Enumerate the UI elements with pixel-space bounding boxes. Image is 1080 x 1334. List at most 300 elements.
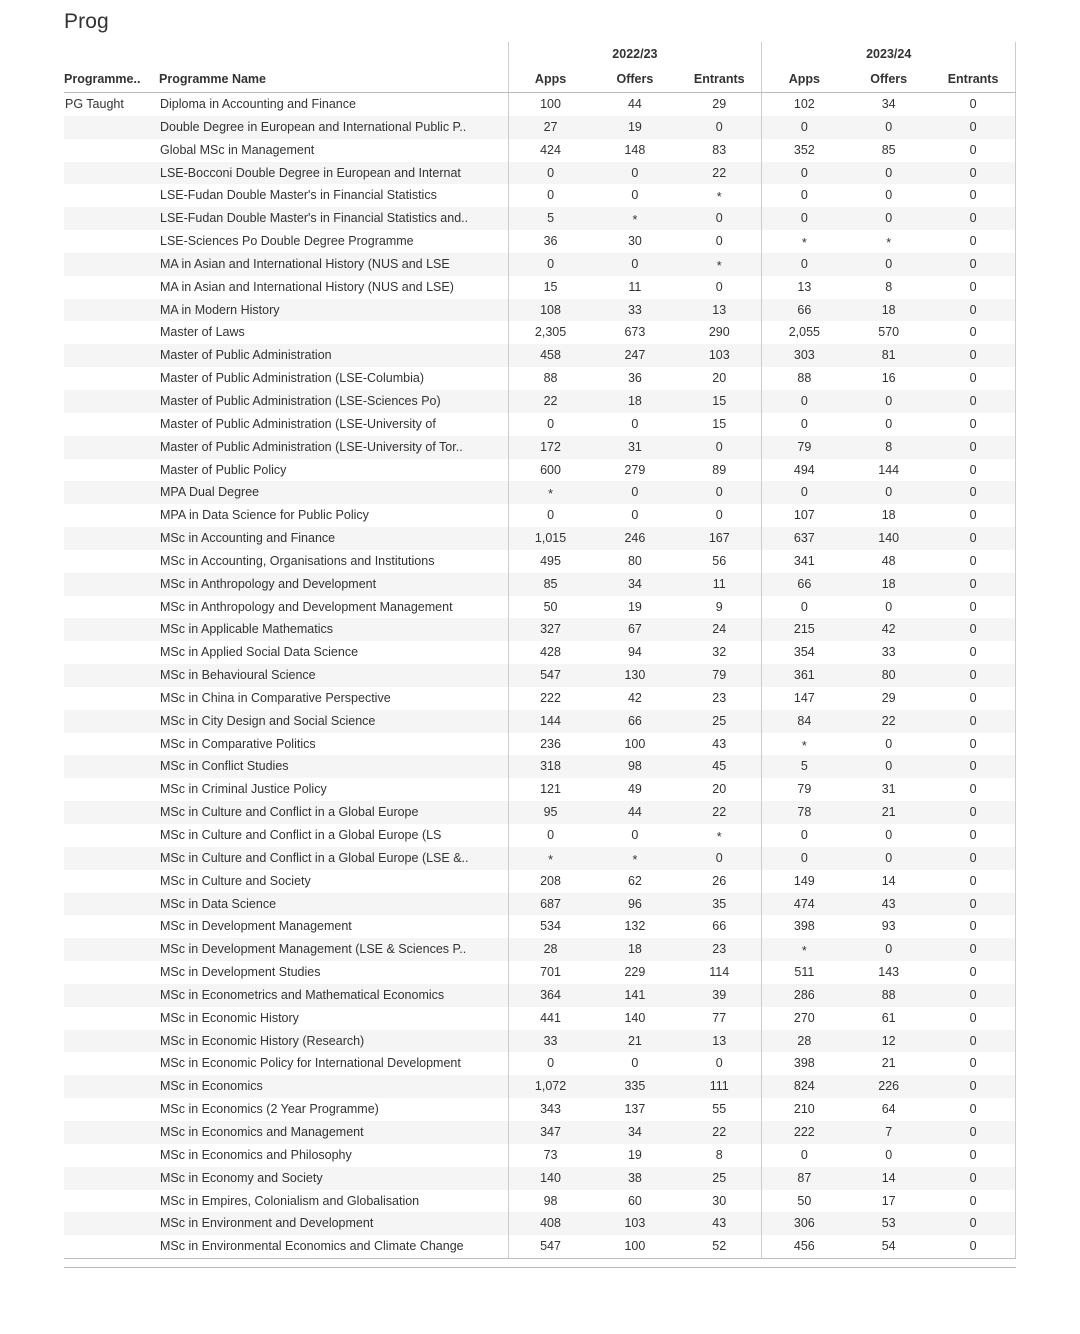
cell-programme-name[interactable]: MSc in Economic History (160, 1010, 299, 1025)
cell-entrants-2022[interactable]: 25 (677, 1167, 762, 1190)
table-row[interactable] (64, 344, 1016, 367)
cell-entrants-2023[interactable]: 0 (931, 847, 1016, 870)
cell-programme-name[interactable]: MSc in Data Science (159, 893, 508, 916)
cell-programme-name[interactable]: LSE-Bocconi Double Degree in European and Internat (159, 162, 508, 185)
cell-programme-name[interactable]: MSc in Development Management (160, 919, 352, 934)
cell-apps-2022[interactable]: 85 (508, 573, 593, 596)
cell-offers-2022[interactable]: 19 (627, 599, 642, 614)
cell-offers-2023[interactable]: 570 (878, 325, 900, 340)
cell-entrants-2022[interactable]: 39 (677, 984, 762, 1007)
cell-category[interactable] (64, 1007, 159, 1030)
cell-entrants-2022[interactable]: 24 (677, 618, 762, 641)
cell-entrants-2023[interactable]: 0 (931, 778, 1016, 801)
cell-offers-2022[interactable]: 140 (624, 1010, 646, 1025)
cell-category[interactable] (64, 847, 159, 870)
cell-programme-name[interactable]: MSc in Environment and Development (159, 1212, 508, 1235)
cell-entrants-2023[interactable]: 0 (931, 1121, 1016, 1144)
cell-category[interactable] (64, 596, 159, 619)
cell-programme-name[interactable]: MA in Asian and International History (NUS and LSE) (160, 279, 454, 294)
cell-apps-2022[interactable]: 495 (508, 550, 593, 573)
cell-apps-2022[interactable] (508, 481, 593, 504)
cell-entrants-2022[interactable]: 22 (677, 1121, 762, 1144)
cell-category[interactable] (64, 1212, 159, 1235)
cell-offers-2023[interactable]: 140 (846, 527, 931, 550)
cell-category[interactable] (64, 801, 159, 824)
cell-apps-2023[interactable]: 511 (762, 961, 847, 984)
cell-apps-2022[interactable]: 208 (508, 870, 593, 893)
cell-offers-2022[interactable]: 18 (593, 938, 678, 961)
cell-apps-2023[interactable]: 398 (762, 1052, 847, 1075)
cell-programme-name[interactable]: LSE-Fudan Double Master's in Financial Statistics and.. (159, 207, 508, 230)
cell-entrants-2022[interactable]: 43 (677, 1212, 762, 1235)
cell-entrants-2023[interactable]: 0 (931, 1190, 1016, 1213)
cell-category[interactable] (64, 344, 159, 367)
table-row[interactable] (64, 961, 1016, 984)
cell-apps-2023[interactable]: 0 (762, 481, 847, 504)
cell-entrants-2022[interactable]: 13 (677, 1030, 762, 1053)
cell-entrants-2023[interactable]: 0 (931, 824, 1016, 847)
cell-apps-2023[interactable]: 222 (762, 1121, 847, 1144)
cell-programme-name[interactable]: MSc in Accounting and Finance (159, 527, 508, 550)
table-row[interactable] (64, 1007, 1016, 1030)
cell-entrants-2023[interactable]: 0 (931, 870, 1016, 893)
cell-apps-2022[interactable]: 95 (508, 801, 593, 824)
cell-entrants-2023[interactable]: 0 (931, 162, 1016, 185)
cell-programme-name[interactable]: MSc in Anthropology and Development Management (160, 599, 453, 614)
cell-category[interactable] (64, 915, 159, 938)
cell-offers-2022[interactable]: 0 (631, 508, 639, 523)
cell-entrants-2022[interactable]: 15 (712, 416, 727, 431)
cell-programme-name[interactable]: MSc in Culture and Conflict in a Global Europe (LS (160, 828, 442, 842)
cell-offers-2023[interactable]: 85 (881, 142, 896, 157)
cell-apps-2022[interactable]: 98 (508, 1190, 593, 1213)
cell-category[interactable] (64, 1235, 159, 1258)
cell-apps-2023[interactable]: 824 (762, 1075, 847, 1098)
cell-apps-2023[interactable]: 149 (762, 870, 847, 893)
cell-apps-2023[interactable] (762, 938, 847, 961)
cell-offers-2023[interactable]: 0 (885, 599, 893, 614)
cell-programme-name[interactable]: MSc in Economics and Management (159, 1121, 508, 1144)
cell-category[interactable] (64, 938, 159, 961)
cell-programme-name[interactable]: MSc in Economy and Society (159, 1167, 508, 1190)
cell-entrants-2022[interactable]: 23 (677, 938, 762, 961)
cell-apps-2023[interactable] (762, 733, 847, 756)
cell-programme-name[interactable]: MSc in Culture and Society (160, 873, 311, 888)
cell-programme-name[interactable]: Master of Public Administration (LSE-University of Tor.. (159, 436, 508, 459)
cell-apps-2023[interactable]: 0 (762, 253, 847, 276)
cell-offers-2022[interactable]: 60 (627, 1193, 642, 1208)
cell-entrants-2023[interactable]: 0 (931, 116, 1016, 139)
cell-entrants-2023[interactable]: 0 (931, 961, 1016, 984)
cell-apps-2022[interactable]: 458 (508, 344, 593, 367)
cell-programme-name[interactable]: LSE-Sciences Po Double Degree Programme (160, 234, 414, 249)
cell-apps-2023[interactable]: 79 (762, 778, 847, 801)
cell-offers-2022[interactable]: 103 (593, 1212, 678, 1235)
cell-apps-2023[interactable]: 79 (762, 436, 847, 459)
cell-entrants-2022[interactable]: 8 (715, 1147, 723, 1162)
cell-programme-name[interactable]: Double Degree in European and International Public P.. (159, 116, 508, 139)
cell-offers-2023[interactable]: 0 (885, 1147, 893, 1162)
cell-apps-2023[interactable]: 107 (762, 504, 847, 527)
cell-apps-2023[interactable]: 0 (762, 1144, 847, 1167)
cell-offers-2023[interactable]: 21 (846, 801, 931, 824)
cell-offers-2023[interactable]: 0 (885, 188, 893, 203)
cell-category[interactable] (64, 1052, 159, 1075)
cell-offers-2023[interactable]: 0 (846, 116, 931, 139)
cell-entrants-2023[interactable]: 0 (931, 481, 1016, 504)
table-row[interactable] (64, 641, 1016, 664)
cell-entrants-2022[interactable]: 23 (712, 690, 727, 705)
cell-entrants-2023[interactable]: 0 (931, 1167, 1016, 1190)
cell-offers-2023[interactable]: 0 (846, 938, 931, 961)
cell-category[interactable] (64, 550, 159, 573)
cell-programme-name[interactable]: MPA in Data Science for Public Policy (160, 508, 369, 523)
cell-offers-2022[interactable]: 19 (627, 1147, 642, 1162)
column-header-entrants-2023[interactable]: Entrants (931, 66, 1016, 93)
cell-programme-name[interactable]: Master of Public Administration (159, 344, 508, 367)
cell-offers-2022[interactable]: 148 (624, 142, 646, 157)
cell-entrants-2022[interactable]: 111 (677, 1075, 762, 1098)
cell-offers-2023[interactable]: 18 (881, 508, 896, 523)
cell-entrants-2023[interactable]: 0 (931, 413, 1016, 436)
cell-programme-name[interactable]: MSc in Criminal Justice Policy (160, 782, 327, 797)
cell-entrants-2022[interactable]: 43 (712, 736, 727, 751)
cell-entrants-2023[interactable]: 0 (931, 230, 1016, 253)
cell-programme-name[interactable]: Global MSc in Management (160, 142, 315, 157)
table-row[interactable] (64, 1121, 1016, 1144)
table-row[interactable] (64, 778, 1016, 801)
cell-entrants-2022[interactable]: 0 (715, 279, 723, 294)
cell-entrants-2023[interactable]: 0 (931, 184, 1016, 207)
column-header-offers-2023[interactable]: Offers (846, 66, 931, 93)
cell-entrants-2023[interactable]: 0 (931, 938, 1016, 961)
cell-apps-2022[interactable]: 0 (508, 162, 593, 185)
cell-entrants-2022[interactable]: 0 (677, 207, 762, 230)
cell-apps-2022[interactable]: 364 (508, 984, 593, 1007)
cell-offers-2022[interactable]: 44 (593, 801, 678, 824)
cell-entrants-2022[interactable]: 20 (712, 371, 727, 386)
cell-apps-2022[interactable]: 343 (508, 1098, 593, 1121)
cell-entrants-2023[interactable]: 0 (931, 253, 1016, 276)
cell-entrants-2023[interactable]: 0 (931, 1052, 1016, 1075)
cell-offers-2022[interactable]: 36 (627, 371, 642, 386)
cell-apps-2023[interactable]: 102 (762, 93, 847, 116)
cell-apps-2022[interactable]: 424 (508, 139, 593, 162)
cell-programme-name[interactable]: MSc in Culture and Conflict in a Global Europe (159, 801, 508, 824)
cell-category[interactable] (64, 824, 159, 847)
table-row[interactable] (64, 801, 1016, 824)
cell-programme-name[interactable]: Master of Public Administration (LSE-Sciences Po) (159, 390, 508, 413)
cell-programme-name[interactable]: MSc in Empires, Colonialism and Globalisation (160, 1193, 420, 1208)
cell-apps-2023[interactable]: 215 (762, 618, 847, 641)
cell-offers-2022[interactable]: 19 (593, 116, 678, 139)
cell-apps-2022[interactable]: 441 (508, 1007, 593, 1030)
cell-programme-name[interactable]: MSc in Behavioural Science (159, 664, 508, 687)
cell-category[interactable] (64, 413, 159, 436)
cell-category[interactable] (64, 755, 159, 778)
table-row[interactable] (64, 664, 1016, 687)
year-group-2022-23[interactable]: 2022/23 (508, 42, 762, 66)
cell-category[interactable] (64, 687, 159, 710)
cell-offers-2023[interactable]: 0 (846, 755, 931, 778)
cell-apps-2023[interactable]: 306 (762, 1212, 847, 1235)
table-row[interactable] (64, 824, 1016, 847)
cell-offers-2022[interactable]: 94 (627, 645, 642, 660)
cell-offers-2023[interactable]: 43 (846, 893, 931, 916)
table-row[interactable] (64, 1144, 1016, 1167)
table-row[interactable] (64, 1167, 1016, 1190)
cell-offers-2022[interactable]: 80 (627, 553, 642, 568)
cell-entrants-2023[interactable]: 0 (931, 367, 1016, 390)
cell-offers-2022[interactable]: 0 (593, 162, 678, 185)
cell-programme-name[interactable]: MSc in Economics and Philosophy (160, 1147, 352, 1162)
cell-entrants-2023[interactable]: 0 (931, 1007, 1016, 1030)
table-row[interactable] (64, 459, 1016, 482)
cell-offers-2023[interactable] (846, 230, 931, 253)
column-header-offers-2022[interactable]: Offers (593, 66, 678, 93)
cell-offers-2023[interactable]: 0 (846, 207, 931, 230)
cell-offers-2023[interactable]: 33 (881, 645, 896, 660)
cell-apps-2023[interactable]: 0 (762, 847, 847, 870)
cell-entrants-2022[interactable]: 29 (712, 97, 727, 111)
cell-category[interactable] (64, 139, 159, 162)
cell-offers-2023[interactable]: 0 (885, 828, 893, 842)
cell-entrants-2023[interactable]: 0 (931, 801, 1016, 824)
cell-offers-2022[interactable]: 100 (593, 1235, 678, 1258)
table-row[interactable] (64, 938, 1016, 961)
cell-offers-2023[interactable]: 61 (881, 1010, 896, 1025)
cell-programme-name[interactable]: MSc in Applied Social Data Science (160, 645, 359, 660)
cell-offers-2023[interactable]: 81 (846, 344, 931, 367)
cell-entrants-2022[interactable]: 20 (712, 782, 727, 797)
table-row[interactable] (64, 527, 1016, 550)
cell-apps-2022[interactable]: 27 (508, 116, 593, 139)
cell-entrants-2022[interactable]: 0 (677, 436, 762, 459)
cell-offers-2023[interactable]: 29 (881, 690, 896, 705)
cell-entrants-2023[interactable]: 0 (931, 207, 1016, 230)
cell-offers-2023[interactable]: 8 (846, 436, 931, 459)
cell-category[interactable] (64, 367, 159, 390)
cell-category[interactable] (64, 573, 159, 596)
cell-offers-2022[interactable]: 130 (593, 664, 678, 687)
cell-apps-2022[interactable]: 22 (508, 390, 593, 413)
cell-offers-2022[interactable]: 0 (631, 188, 639, 203)
cell-entrants-2022[interactable]: 26 (712, 873, 727, 888)
cell-category[interactable] (64, 1167, 159, 1190)
table-row[interactable] (64, 276, 1016, 299)
cell-offers-2022[interactable]: 62 (627, 873, 642, 888)
cell-offers-2023[interactable]: 88 (846, 984, 931, 1007)
cell-offers-2023[interactable]: 18 (846, 299, 931, 322)
cell-offers-2022[interactable]: 30 (627, 234, 642, 249)
cell-entrants-2022[interactable]: 167 (677, 527, 762, 550)
cell-entrants-2023[interactable]: 0 (931, 527, 1016, 550)
cell-category[interactable] (64, 184, 159, 207)
cell-offers-2022[interactable]: 247 (593, 344, 678, 367)
cell-entrants-2023[interactable]: 0 (931, 1144, 1016, 1167)
cell-category[interactable] (64, 618, 159, 641)
cell-offers-2023[interactable]: 93 (881, 919, 896, 934)
cell-apps-2022[interactable]: 0 (508, 1052, 593, 1075)
column-header-entrants-2022[interactable]: Entrants (677, 66, 762, 93)
cell-apps-2023[interactable]: 637 (762, 527, 847, 550)
cell-programme-name[interactable]: MPA Dual Degree (159, 481, 508, 504)
cell-entrants-2023[interactable]: 0 (931, 710, 1016, 733)
cell-apps-2022[interactable]: 100 (508, 93, 593, 116)
table-row[interactable] (64, 93, 1016, 116)
cell-offers-2023[interactable]: 0 (885, 736, 893, 751)
cell-offers-2022[interactable]: 0 (631, 416, 639, 431)
cell-apps-2022[interactable]: 172 (508, 436, 593, 459)
cell-entrants-2022[interactable]: 0 (715, 508, 723, 523)
cell-apps-2023[interactable]: 2,055 (762, 321, 847, 344)
cell-category[interactable] (64, 459, 159, 482)
cell-programme-name[interactable]: LSE-Fudan Double Master's in Financial Statistics (160, 188, 437, 203)
cell-apps-2022[interactable]: 140 (508, 1167, 593, 1190)
cell-category[interactable] (64, 893, 159, 916)
cell-apps-2023[interactable]: 50 (762, 1190, 847, 1213)
cell-offers-2023[interactable]: 0 (885, 416, 893, 431)
cell-apps-2023[interactable]: 398 (762, 915, 847, 938)
cell-category[interactable] (64, 778, 159, 801)
cell-entrants-2022[interactable]: 32 (712, 645, 727, 660)
table-row[interactable] (64, 1235, 1016, 1258)
table-row[interactable] (64, 413, 1016, 436)
cell-entrants-2023[interactable]: 0 (931, 755, 1016, 778)
cell-offers-2023[interactable]: 0 (846, 390, 931, 413)
cell-entrants-2023[interactable]: 0 (931, 1075, 1016, 1098)
cell-apps-2023[interactable]: 270 (762, 1007, 847, 1030)
cell-entrants-2023[interactable]: 0 (931, 984, 1016, 1007)
cell-offers-2022[interactable]: 49 (627, 782, 642, 797)
cell-apps-2022[interactable]: 0 (508, 253, 593, 276)
cell-programme-name[interactable]: Master of Public Policy (160, 462, 287, 477)
table-row[interactable] (64, 321, 1016, 344)
cell-entrants-2023[interactable]: 0 (931, 390, 1016, 413)
cell-entrants-2022[interactable]: 15 (677, 390, 762, 413)
cell-offers-2023[interactable]: 14 (846, 1167, 931, 1190)
cell-apps-2022[interactable]: 2,305 (508, 321, 593, 344)
cell-apps-2023[interactable]: 78 (762, 801, 847, 824)
cell-offers-2023[interactable]: 16 (881, 371, 896, 386)
cell-offers-2022[interactable]: 141 (593, 984, 678, 1007)
cell-category[interactable] (64, 984, 159, 1007)
cell-entrants-2022[interactable]: 0 (715, 234, 723, 249)
cell-apps-2022[interactable]: 408 (508, 1212, 593, 1235)
cell-apps-2022[interactable]: 600 (508, 459, 593, 482)
cell-category[interactable] (64, 390, 159, 413)
cell-offers-2022[interactable]: 100 (624, 736, 646, 751)
cell-entrants-2022[interactable]: 103 (677, 344, 762, 367)
cell-offers-2022[interactable]: 96 (593, 893, 678, 916)
cell-apps-2023[interactable]: 147 (762, 687, 847, 710)
year-group-2023-24[interactable]: 2023/24 (762, 42, 1016, 66)
table-row[interactable] (64, 1098, 1016, 1121)
table-row[interactable] (64, 550, 1016, 573)
cell-apps-2023[interactable]: 0 (762, 413, 847, 436)
table-row[interactable] (64, 162, 1016, 185)
cell-offers-2022[interactable]: 42 (627, 690, 642, 705)
cell-category[interactable] (64, 664, 159, 687)
cell-apps-2022[interactable]: 5 (508, 207, 593, 230)
cell-entrants-2023[interactable]: 0 (931, 139, 1016, 162)
cell-entrants-2023[interactable]: 0 (931, 573, 1016, 596)
table-row[interactable] (64, 390, 1016, 413)
cell-offers-2022[interactable]: 229 (624, 965, 646, 980)
cell-programme-name[interactable]: MSc in Environmental Economics and Climate Change (159, 1235, 508, 1258)
cell-category[interactable] (64, 733, 159, 756)
cell-apps-2023[interactable]: 5 (762, 755, 847, 778)
cell-entrants-2022[interactable]: 25 (677, 710, 762, 733)
cell-apps-2023[interactable]: 87 (762, 1167, 847, 1190)
cell-programme-name[interactable]: MSc in Economic Policy for International Development (160, 1056, 461, 1071)
cell-category[interactable] (64, 253, 159, 276)
cell-category[interactable] (64, 870, 159, 893)
cell-apps-2022[interactable]: 1,015 (508, 527, 593, 550)
cell-entrants-2022[interactable]: 83 (712, 142, 727, 157)
table-row[interactable] (64, 870, 1016, 893)
cell-entrants-2022[interactable]: 52 (677, 1235, 762, 1258)
cell-programme-name[interactable]: MSc in Culture and Conflict in a Global Europe (LSE &.. (159, 847, 508, 870)
cell-programme-name[interactable]: MSc in Econometrics and Mathematical Economics (159, 984, 508, 1007)
table-row[interactable] (64, 1190, 1016, 1213)
cell-apps-2023[interactable]: 352 (762, 139, 847, 162)
cell-entrants-2022[interactable]: 0 (677, 481, 762, 504)
cell-offers-2022[interactable]: 31 (593, 436, 678, 459)
table-row[interactable] (64, 687, 1016, 710)
cell-offers-2023[interactable]: 54 (846, 1235, 931, 1258)
cell-entrants-2022[interactable]: 0 (677, 847, 762, 870)
cell-entrants-2022[interactable]: 35 (677, 893, 762, 916)
cell-entrants-2023[interactable]: 0 (931, 93, 1016, 116)
table-row[interactable] (64, 230, 1016, 253)
cell-category[interactable] (64, 207, 159, 230)
cell-category[interactable] (64, 1121, 159, 1144)
table-row[interactable] (64, 367, 1016, 390)
cell-category[interactable] (64, 299, 159, 322)
cell-offers-2023[interactable]: 48 (881, 553, 896, 568)
cell-offers-2023[interactable]: 31 (881, 782, 896, 797)
cell-apps-2023[interactable]: 341 (762, 550, 847, 573)
cell-entrants-2023[interactable]: 0 (931, 664, 1016, 687)
cell-offers-2023[interactable]: 14 (881, 873, 896, 888)
cell-offers-2023[interactable]: 0 (846, 847, 931, 870)
table-row[interactable] (64, 1052, 1016, 1075)
cell-category[interactable] (64, 116, 159, 139)
cell-apps-2023[interactable]: 0 (762, 207, 847, 230)
cell-offers-2022[interactable]: 11 (628, 279, 642, 294)
cell-offers-2023[interactable]: 226 (846, 1075, 931, 1098)
cell-apps-2023[interactable]: 13 (762, 276, 847, 299)
cell-offers-2022[interactable]: 38 (593, 1167, 678, 1190)
table-row[interactable] (64, 596, 1016, 619)
table-row[interactable] (64, 710, 1016, 733)
cell-apps-2022[interactable]: 687 (508, 893, 593, 916)
cell-apps-2022[interactable]: 1,072 (508, 1075, 593, 1098)
cell-entrants-2022[interactable] (677, 184, 762, 207)
column-header-category[interactable]: Programme.. (64, 66, 159, 93)
cell-entrants-2023[interactable]: 0 (931, 1098, 1016, 1121)
cell-offers-2022[interactable]: 246 (593, 527, 678, 550)
cell-entrants-2022[interactable]: 114 (709, 965, 730, 980)
cell-category[interactable] (64, 961, 159, 984)
cell-entrants-2022[interactable]: 77 (712, 1010, 727, 1025)
table-row[interactable] (64, 481, 1016, 504)
cell-apps-2022[interactable]: 222 (508, 687, 593, 710)
cell-offers-2022[interactable]: 279 (624, 462, 646, 477)
table-row[interactable] (64, 504, 1016, 527)
cell-entrants-2023[interactable]: 0 (931, 436, 1016, 459)
